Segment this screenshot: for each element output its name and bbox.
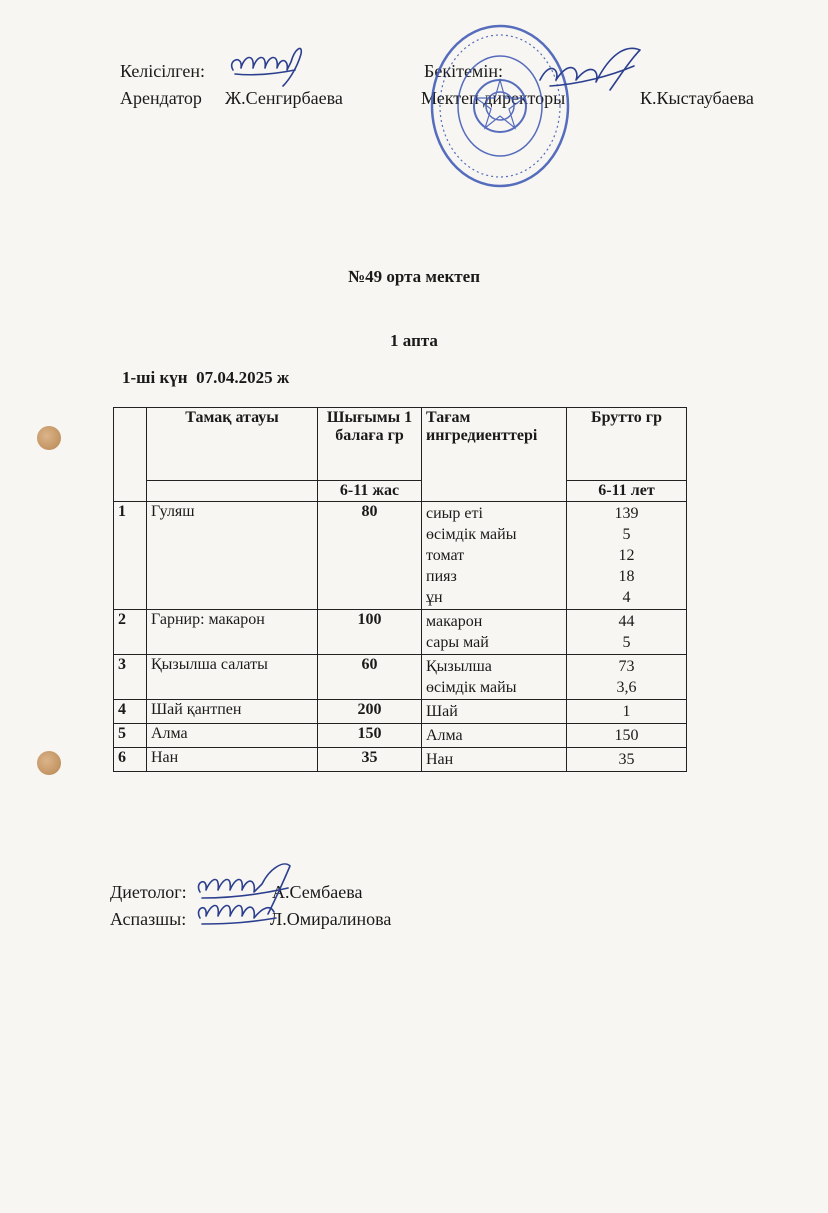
- table-row: [114, 655, 687, 700]
- ingredient-item: сары май: [426, 634, 489, 651]
- brutto-cell: [567, 610, 687, 655]
- ingredients-cell: [422, 502, 567, 610]
- ingredient-item: томат: [426, 547, 465, 564]
- week-label: 1 апта: [390, 331, 438, 350]
- brutto-value: 5: [622, 526, 631, 543]
- brutto-cell: [567, 724, 687, 748]
- ingredient-item: ұн: [426, 589, 443, 606]
- dish-output: 80: [318, 502, 422, 610]
- ingredients-cell: [422, 700, 567, 724]
- director-label: Мектеп директоры: [421, 88, 566, 108]
- age-kz-cell: 6-11 жас: [318, 481, 422, 502]
- table-age-row: [114, 481, 687, 502]
- row-number: 5: [114, 724, 147, 748]
- tenant-name: Ж.Сенгирбаева: [225, 88, 343, 108]
- ingredient-item: өсімдік майы: [426, 526, 517, 543]
- punch-hole-top: [37, 426, 61, 450]
- age-empty-cell: [147, 481, 318, 502]
- school-title: №49 орта мектеп: [348, 267, 480, 286]
- dish-name: Гуляш: [147, 502, 318, 610]
- ingredient-item: макарон: [426, 613, 483, 630]
- brutto-value: 3,6: [616, 679, 637, 696]
- cook-name: Л.Омиралинова: [270, 909, 392, 929]
- output-header: Шығымы 1 балаға гр: [318, 408, 422, 481]
- table-row: [114, 502, 687, 610]
- dish-name: Шай қантпен: [147, 700, 318, 724]
- approved-label: Бекітемін:: [424, 61, 503, 81]
- dish-output: 200: [318, 700, 422, 724]
- brutto-value: 73: [618, 658, 635, 675]
- table-row: [114, 748, 687, 772]
- day-label: 1-ші күн 07.04.2025 ж: [122, 368, 290, 387]
- ingredients-header: Тағам ингредиенттері: [422, 408, 567, 502]
- brutto-cell: [567, 502, 687, 610]
- table-row: [114, 724, 687, 748]
- ingredients-cell: [422, 748, 567, 772]
- table-row: [114, 610, 687, 655]
- dietolog-label: Диетолог:: [110, 882, 187, 902]
- brutto-value: 35: [618, 751, 635, 768]
- director-signature: [530, 40, 650, 100]
- brutto-value: 4: [622, 589, 631, 606]
- ingredient-item: Нан: [426, 751, 454, 768]
- brutto-value: 12: [618, 547, 635, 564]
- dish-output: 60: [318, 655, 422, 700]
- dish-name: Гарнир: макарон: [147, 610, 318, 655]
- row-number: 6: [114, 748, 147, 772]
- table-header-row: [114, 408, 687, 481]
- ingredients-cell: [422, 655, 567, 700]
- brutto-cell: [567, 700, 687, 724]
- ingredient-item: өсімдік майы: [426, 679, 517, 696]
- brutto-cell: [567, 748, 687, 772]
- brutto-value: 5: [622, 634, 631, 651]
- brutto-value: 139: [614, 505, 639, 522]
- number-header: [114, 408, 147, 502]
- menu-table: [113, 407, 687, 772]
- ingredient-item: пияз: [426, 568, 457, 585]
- cook-signature: [192, 894, 282, 934]
- ingredients-cell: [422, 610, 567, 655]
- brutto-value: 1: [622, 703, 631, 720]
- dish-name: Нан: [147, 748, 318, 772]
- row-number: 3: [114, 655, 147, 700]
- table-row: [114, 700, 687, 724]
- dish-output: 35: [318, 748, 422, 772]
- dish-name: Қызылша салаты: [147, 655, 318, 700]
- ingredient-item: Қызылша: [426, 658, 492, 675]
- brutto-value: 44: [618, 613, 635, 630]
- dietolog-name: А.Сембаева: [272, 882, 363, 902]
- row-number: 2: [114, 610, 147, 655]
- punch-hole-bottom: [37, 751, 61, 775]
- tenant-label: Арендатор: [120, 88, 202, 108]
- director-name: К.Кыстаубаева: [640, 88, 754, 108]
- dish-header: Тамақ атауы: [147, 408, 318, 481]
- agreed-label: Келісілген:: [120, 61, 206, 81]
- brutto-cell: [567, 655, 687, 700]
- row-number: 1: [114, 502, 147, 610]
- cook-label: Аспазшы:: [110, 909, 187, 929]
- brutto-header: Брутто гр: [567, 408, 687, 481]
- age-ru-cell: 6-11 лет: [567, 481, 687, 502]
- ingredient-item: Алма: [426, 727, 463, 744]
- row-number: 4: [114, 700, 147, 724]
- dish-name: Алма: [147, 724, 318, 748]
- dish-output: 100: [318, 610, 422, 655]
- ingredient-item: Шай: [426, 703, 458, 720]
- brutto-value: 150: [614, 727, 639, 744]
- ingredients-cell: [422, 724, 567, 748]
- ingredient-item: сиыр еті: [426, 505, 483, 522]
- tenant-signature: [225, 40, 315, 90]
- brutto-value: 18: [618, 568, 635, 585]
- dish-output: 150: [318, 724, 422, 748]
